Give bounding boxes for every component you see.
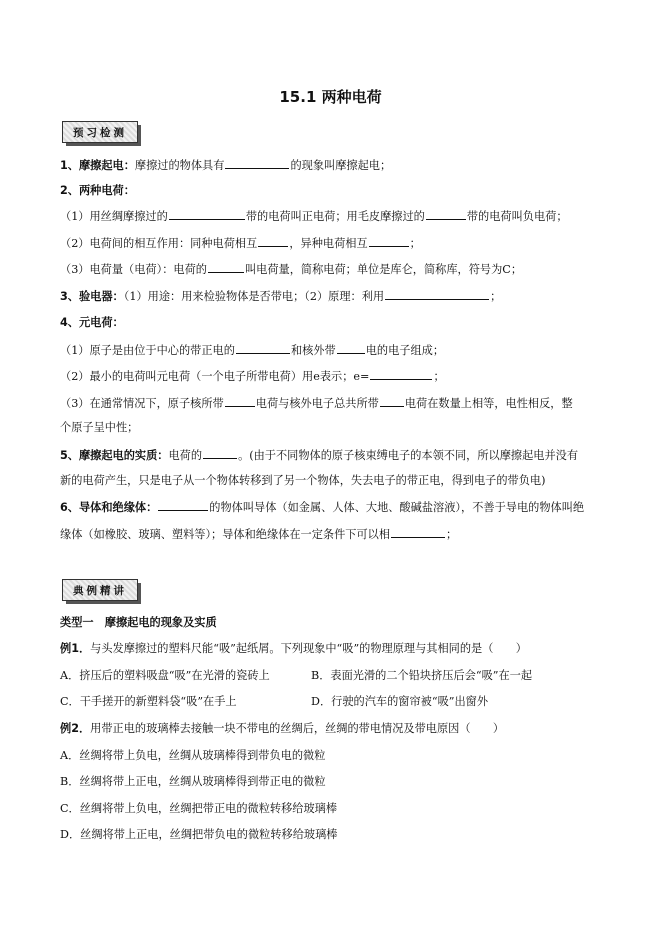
- item-text: 新的电荷产生，只是电子从一个物体转移到了另一个物体，失去电子的带正电，得到电子的带负电): [60, 474, 546, 487]
- item-text: 电荷的: [168, 449, 203, 462]
- blank: [225, 157, 289, 169]
- item-label: 2、两种电荷：: [60, 184, 135, 197]
- example-2-option-a: A．丝绸将带上负电，丝绸从玻璃棒得到带负电的微粒: [60, 749, 326, 762]
- item-3: [60, 288, 501, 304]
- item-label: 4、元电荷：: [60, 316, 124, 329]
- item-4-line-3: [60, 395, 573, 411]
- blank: [385, 288, 489, 300]
- item-text: ；: [433, 370, 445, 383]
- example-1-option-a: A．挤压后的塑料吸盘“吸”在光滑的瓷砖上: [60, 669, 270, 682]
- blank: [225, 395, 255, 407]
- item-text: 的物体叫导体（如金属、人体、大地、酸碱盐溶液），不善于导电的物体叫绝: [209, 501, 585, 514]
- blank: [208, 261, 244, 273]
- item-text: ；: [409, 237, 421, 250]
- question-text: 用带正电的玻璃棒去接触一块不带电的丝绸后，丝绸的带电情况及带电原因（ ）: [90, 722, 505, 735]
- item-text: 个原子呈中性；: [60, 421, 139, 434]
- example-1-option-d: D．行驶的汽车的窗帘被“吸”出窗外: [311, 695, 489, 708]
- item-text: 带的电荷叫正电荷；用毛皮摩擦过的: [245, 210, 425, 223]
- item-4-heading: [60, 315, 124, 330]
- item-text: 电荷与核外电子总共所带: [255, 397, 379, 410]
- item-text: （3）在通常情况下，原子核所带: [60, 397, 224, 410]
- example-1-question: [60, 641, 527, 656]
- item-text: （1）原子是由位于中心的带正电的: [60, 344, 235, 357]
- item-text: 缘体（如橡胶、玻璃、塑料等）；导体和绝缘体在一定条件下可以相: [60, 528, 391, 541]
- item-2-line-1: [60, 208, 568, 224]
- blank: [258, 235, 288, 247]
- item-text: （1）用途：用来检验物体是否带电；（2）原理：利用: [123, 290, 385, 303]
- item-1: [60, 157, 391, 173]
- item-6-line-1: [60, 499, 584, 515]
- item-text: 的现象叫摩擦起电；: [290, 159, 392, 172]
- blank: [369, 235, 409, 247]
- blank: [158, 499, 208, 511]
- example-1-option-b: B．表面光滑的二个铅块挤压后会“吸”在一起: [311, 669, 533, 682]
- example-1-option-c: C．干手搓开的新塑料袋“吸”在手上: [60, 695, 237, 708]
- item-4-line-4: [60, 420, 138, 435]
- item-text: ；: [446, 528, 458, 541]
- item-label: 6、导体和绝缘体：: [60, 501, 158, 514]
- item-text: 叫电荷量，简称电荷；单位是库仑，简称库，符号为C；: [244, 263, 523, 276]
- example-label: 例1．: [60, 642, 91, 655]
- page-title: 15.1 两种电荷: [279, 88, 382, 106]
- item-text: （3）电荷量（电荷）：电荷的: [60, 263, 207, 276]
- item-text: （2）最小的电荷叫元电荷（一个电子所带电荷）用e表示；e=: [60, 370, 370, 383]
- item-label: 1、摩擦起电：: [60, 159, 135, 172]
- blank: [337, 342, 365, 354]
- example-2-question: [60, 721, 504, 736]
- section-badge-preview: [62, 121, 138, 143]
- item-text: 电荷在数量上相等，电性相反，整: [404, 397, 573, 410]
- blank: [203, 447, 237, 459]
- item-text: 和核外带: [290, 344, 336, 357]
- blank: [391, 526, 445, 538]
- item-2-line-3: [60, 261, 522, 277]
- blank: [236, 342, 290, 354]
- item-text: 。(由于不同物体的原子核束缚电子的本领不同，所以摩擦起电并没有: [238, 449, 579, 462]
- item-text: 摩擦过的物体具有: [134, 159, 225, 172]
- item-text: （2）电荷间的相互作用：同种电荷相互: [60, 237, 258, 250]
- item-text: 带的电荷叫负电荷；: [466, 210, 568, 223]
- item-2-heading: [60, 183, 135, 198]
- item-text: （1）用丝绸摩擦过的: [60, 210, 168, 223]
- badge-label: 预习检测: [73, 126, 127, 139]
- section-badge-examples: [62, 579, 138, 601]
- question-text: 与头发摩擦过的塑料尺能“吸”起纸屑。下列现象中“吸”的物理原理与其相同的是（ ）: [90, 642, 527, 655]
- item-label: 3、验电器：: [60, 290, 124, 303]
- blank: [169, 208, 245, 220]
- type-heading: 类型一 摩擦起电的现象及实质: [60, 616, 217, 629]
- item-4-line-2: [60, 368, 445, 384]
- example-2-option-d: D．丝绸将带上正电，丝绸把带负电的微粒转移给玻璃棒: [60, 828, 338, 841]
- item-text: 电的电子组成；: [365, 344, 445, 357]
- item-2-line-2: [60, 235, 421, 251]
- example-2-option-b: B．丝绸将带上正电，丝绸从玻璃棒得到带正电的微粒: [60, 775, 326, 788]
- item-5-line-2: [60, 473, 545, 488]
- item-text: ；: [490, 290, 502, 303]
- badge-label: 典例精讲: [73, 584, 127, 597]
- item-label: 5、摩擦起电的实质：: [60, 449, 169, 462]
- blank: [370, 368, 432, 380]
- item-4-line-1: [60, 342, 444, 358]
- item-5-line-1: [60, 447, 578, 463]
- blank: [380, 395, 404, 407]
- example-label: 例2．: [60, 722, 91, 735]
- blank: [426, 208, 466, 220]
- item-6-line-2: [60, 526, 457, 542]
- item-text: ，异种电荷相互: [289, 237, 368, 250]
- example-2-option-c: C．丝绸将带上负电，丝绸把带正电的微粒转移给玻璃棒: [60, 802, 338, 815]
